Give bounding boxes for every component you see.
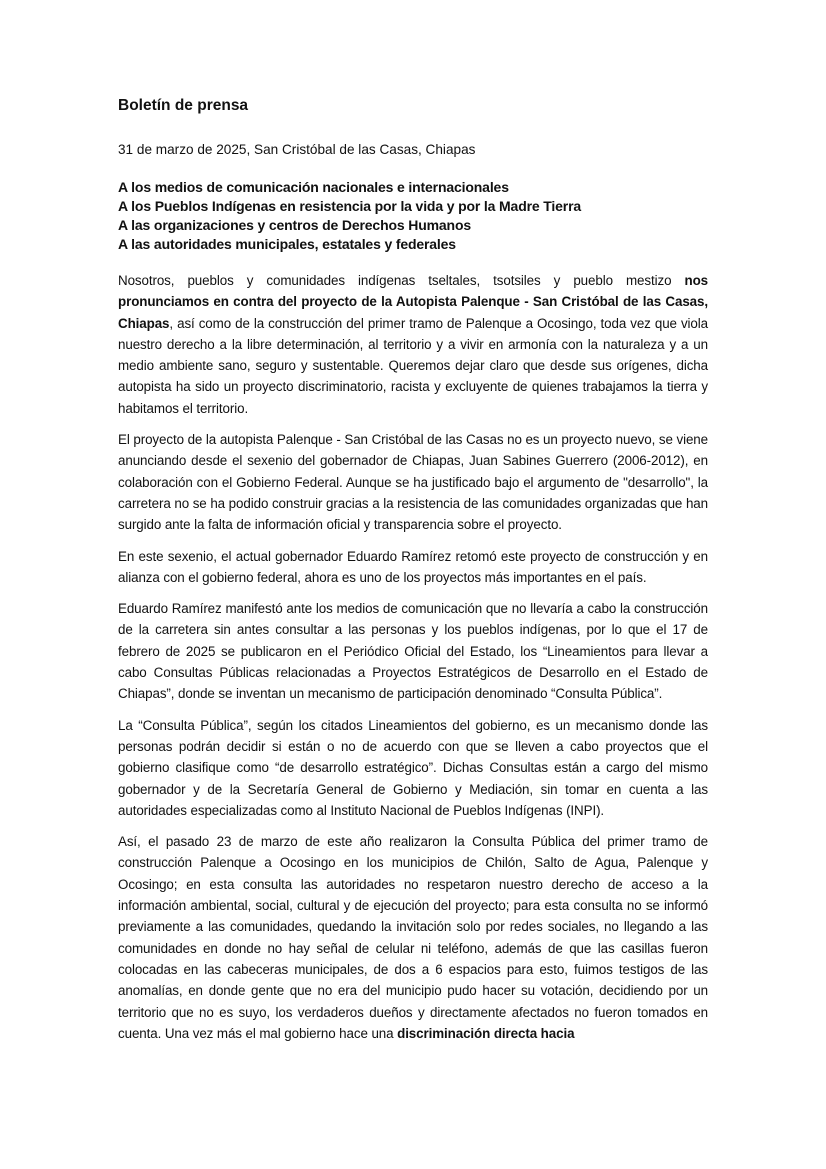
addressee-item: A las autoridades municipales, estatales y federales <box>118 236 456 252</box>
date-line: 31 de marzo de 2025, San Cristóbal de las Casas, Chiapas <box>118 142 476 157</box>
addressee-item: A las organizaciones y centros de Derechos Humanos <box>118 217 471 233</box>
addressee-item: A los medios de comunicación nacionales e internacionales <box>118 179 509 195</box>
paragraph-6-text: Así, el pasado 23 de marzo de este año realizaron la Consulta Pública del primer tramo de construcción Palenque a Ocosingo en los municipios de Chilón, Salto de Agua, Palenque y Ocosingo; en esta consulta las autoridades no respetaron nuestro derecho de acceso a la información ambiental, social, cultural y de ejecución del proyecto; para esta consulta no se informó previamente a las comunidades, quedando la invitación solo por redes sociales, no llegando a las comunidades en donde no hay señal de celular ni teléfono, además de que las casillas fueron colocadas en las cabeceras municipales, de dos a 6 espacios para esto, fuimos testigos de las anomalías, en donde gente que no era del municipio pudo hacer su votación, decidiendo por un territorio que no es suyo, los verdaderos dueños y directamente afectados no fueron tomados en cuenta. Una vez más el mal gobierno hace una <box>118 834 708 1041</box>
paragraph-6-bold: discriminación directa hacia <box>397 1025 575 1041</box>
paragraph-4: Eduardo Ramírez manifestó ante los medios de comunicación que no llevaría a cabo la construcción de la carretera sin antes consultar a las personas y los pueblos indígenas, por lo que el 17 de febrero de 2025 se publicaron en el Periódico Oficial del Estado, los “Lineamientos para llevar a cabo Consultas Públicas relacionadas a Proyectos Estratégicos de Desarrollo en el Estado de Chiapas”, donde se inventan un mecanismo de participación denominado “Consulta Pública”. <box>118 601 708 702</box>
paragraph-1-text-a: Nosotros, pueblos y comunidades indígenas tseltales, tsotsiles y pueblo mestizo <box>118 273 685 288</box>
paragraph-5: La “Consulta Pública”, según los citados Lineamientos del gobierno, es un mecanismo donde las personas podrán decidir si están o no de acuerdo con que se lleven a cabo proyectos que el gobierno clasifique como “de desarrollo estratégico”. Dichas Consultas están a cargo del mismo gobernador y de la Secretaría General de Gobierno y Mediación, sin tomar en cuenta a las autoridades especializadas como al Instituto Nacional de Pueblos Indígenas (INPI). <box>118 717 708 818</box>
paragraph-2: El proyecto de la autopista Palenque - San Cristóbal de las Casas no es un proyecto nuevo, se viene anunciando desde el sexenio del gobernador de Chiapas, Juan Sabines Guerrero (2006-2012), en colaboración con el Gobierno Federal. Aunque se ha justificado bajo el argumento de "desarrollo", la carretera no se ha podido construir gracias a la resistencia de las comunidades organizadas que han surgido ante la falta de información oficial y transparencia sobre el proyecto. <box>118 432 708 533</box>
addressee-item: A los Pueblos Indígenas en resistencia por la vida y por la Madre Tierra <box>118 198 582 214</box>
document-title: Boletín de prensa <box>118 97 249 114</box>
paragraph-1-bold: nos pronunciamos en contra del proyecto de la Autopista Palenque - San Cristóbal de las Casas, Chiapas <box>118 273 708 331</box>
paragraph-1-text-c: , así como de la construcción del primer tramo de Palenque a Ocosingo, toda vez que viola nuestro derecho a la libre determinación, al territorio y a vivir en armonía con la naturaleza y a un medio ambiente sano, seguro y sustentable. Queremos dejar claro que desde sus orígenes, dicha autopista ha sido un proyecto discriminatorio, racista y excluyente de quienes trabajamos la tierra y habitamos el territorio. <box>118 315 708 416</box>
paragraph-1 <box>118 270 708 419</box>
addressee-list <box>118 178 708 254</box>
press-release-page <box>118 96 708 1054</box>
paragraph-6 <box>118 831 708 1044</box>
paragraph-3: En este sexenio, el actual gobernador Eduardo Ramírez retomó este proyecto de construcción y en alianza con el gobierno federal, ahora es uno de los proyectos más importantes en el país. <box>118 548 708 585</box>
